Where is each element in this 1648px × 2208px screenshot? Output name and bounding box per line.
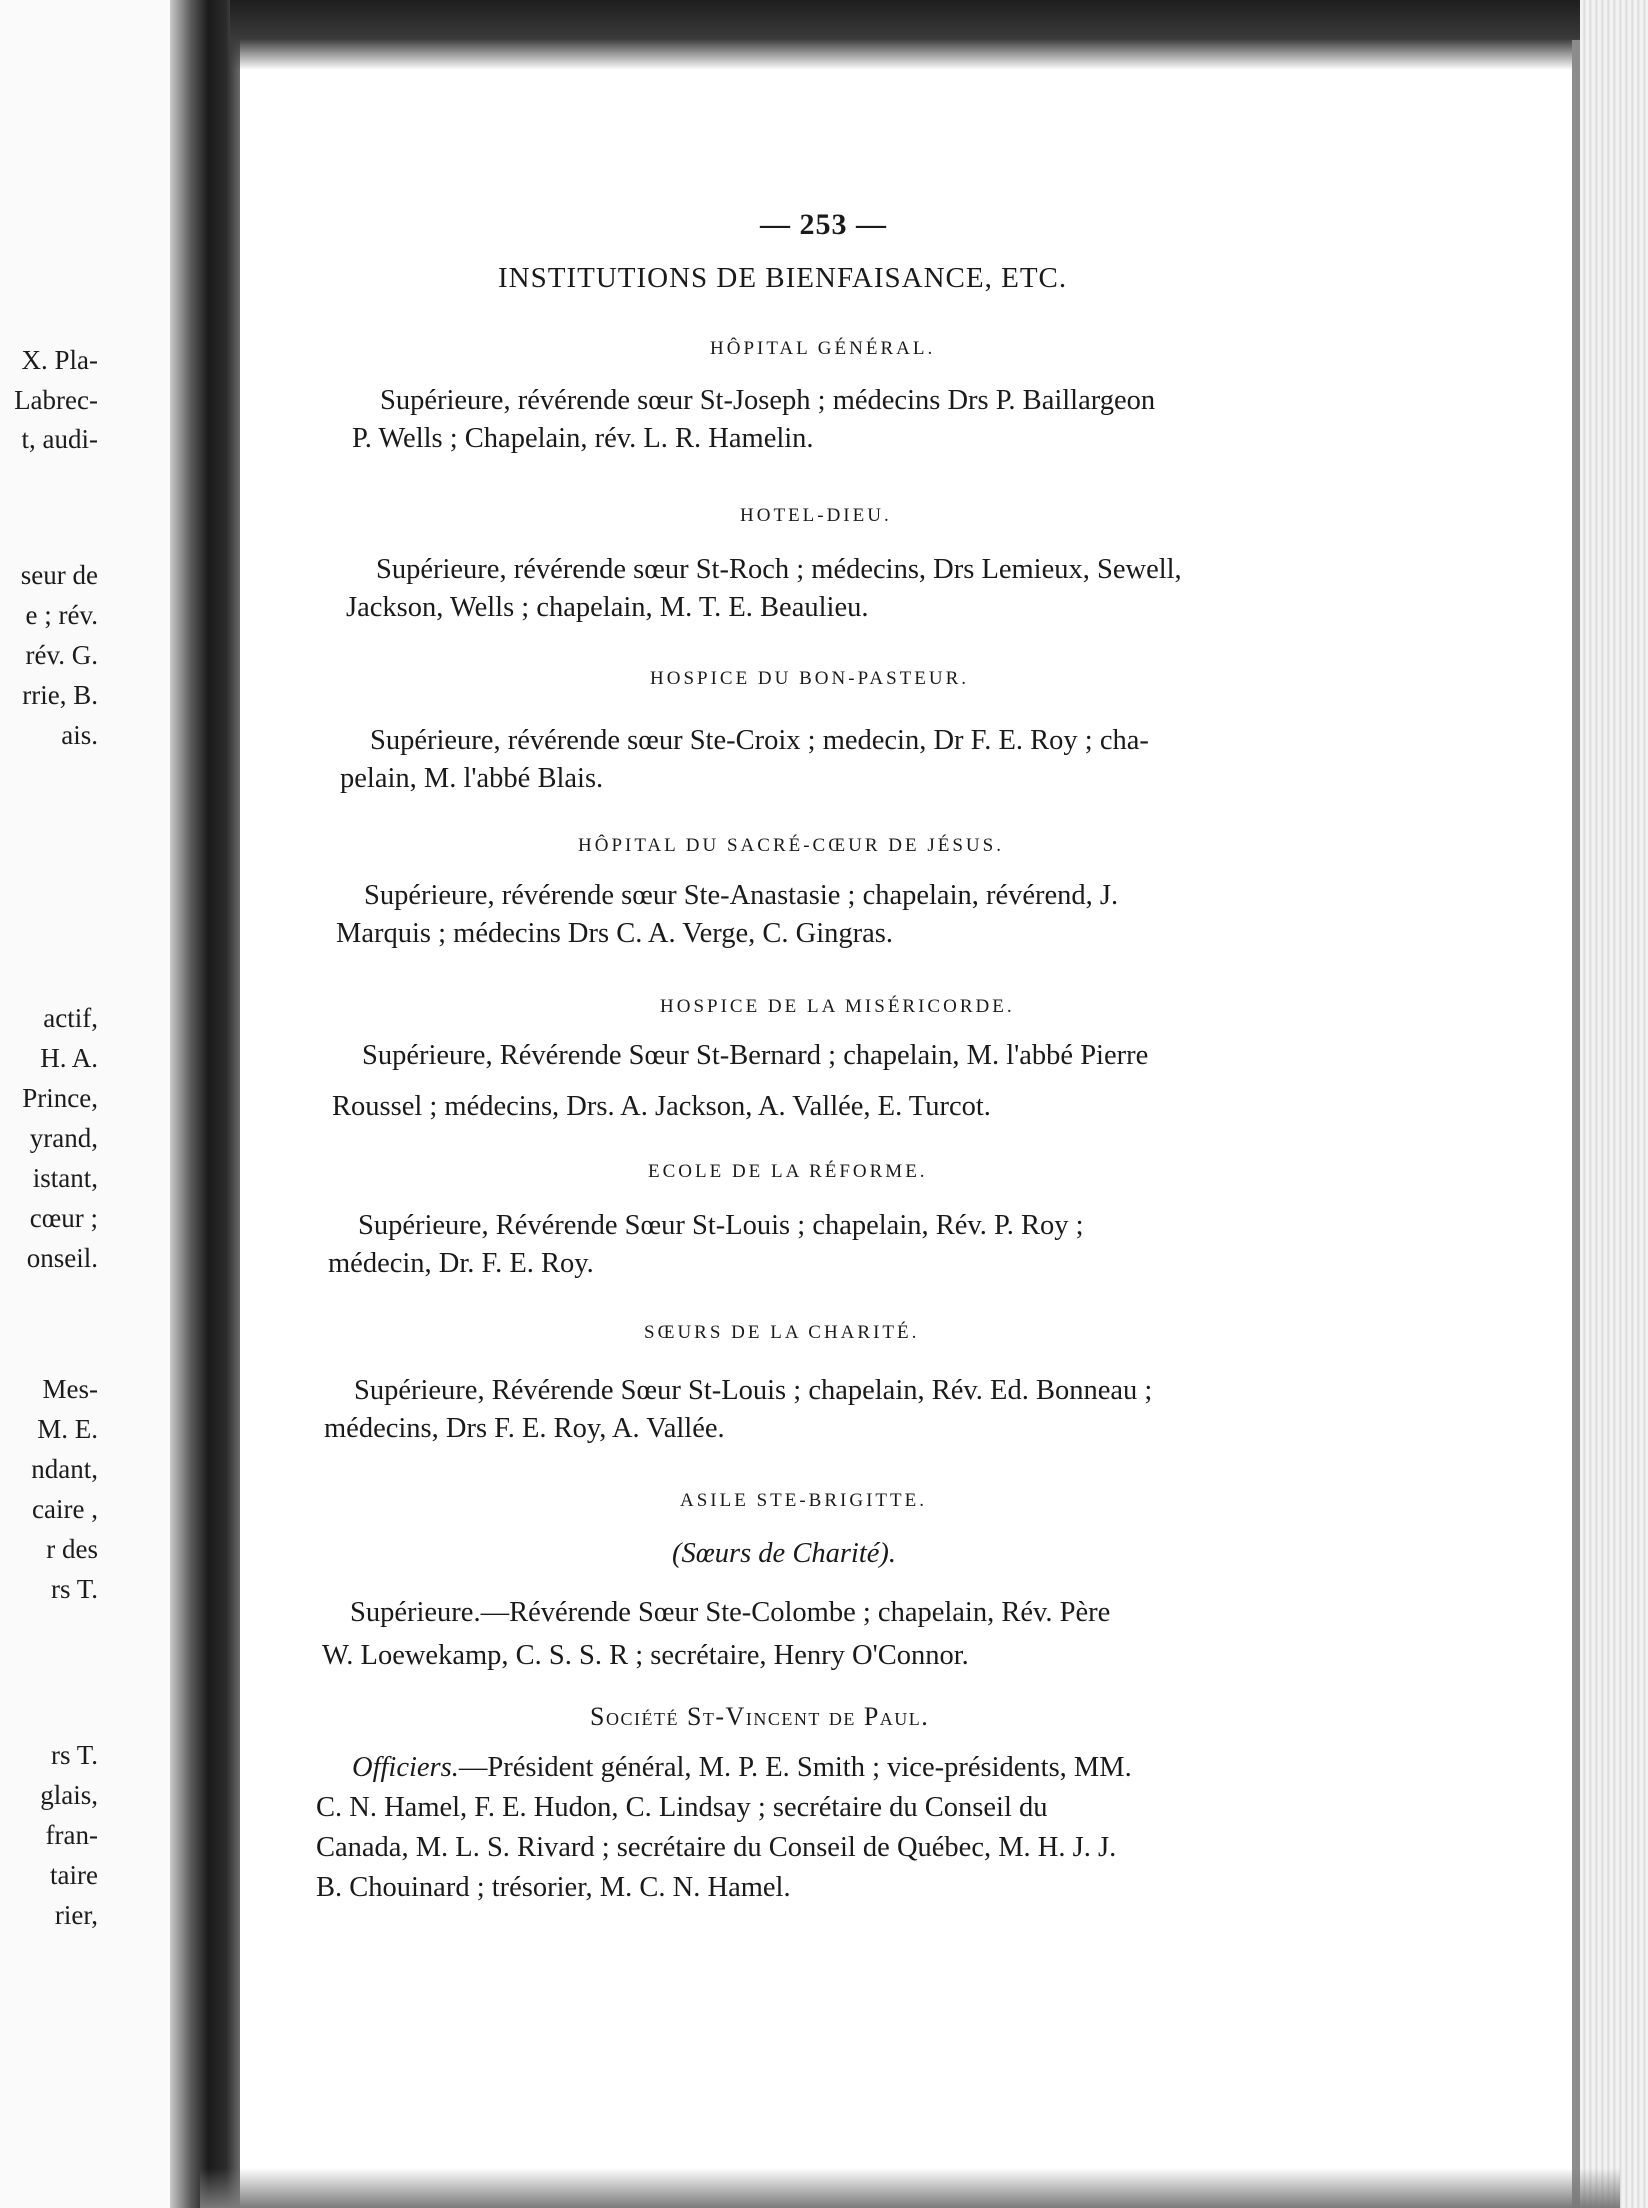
section-body-line: Supérieure, Révérende Sœur St-Louis ; chapelain, Rév. Ed. Bonneau ;	[354, 1375, 1153, 1406]
left-line: H. A.	[40, 1043, 98, 1073]
section-body-line	[352, 1752, 1132, 1784]
book-page	[240, 0, 1580, 2208]
left-line: caire ,	[32, 1494, 98, 1524]
section-body-line: Supérieure, révérende sœur St-Joseph ; médecins Drs P. Baillargeon	[380, 385, 1156, 416]
section-heading: SŒURS DE LA CHARITÉ.	[644, 1322, 920, 1343]
section-heading: HOSPICE DE LA MISÉRICORDE.	[660, 996, 1015, 1017]
left-line: rrie, B.	[22, 680, 98, 710]
left-line: Mes-	[42, 1374, 98, 1404]
left-line: cœur ;	[29, 1203, 98, 1233]
section-heading: ASILE STE-BRIGITTE.	[680, 1490, 927, 1511]
section-heading: ECOLE DE LA RÉFORME.	[648, 1161, 928, 1182]
section-body-line: Supérieure, Révérende Sœur St-Bernard ; chapelain, M. l'abbé Pierre	[362, 1040, 1149, 1071]
left-line: rév. G.	[25, 640, 98, 670]
officers-label: Officiers.	[352, 1752, 459, 1783]
left-line: ais.	[61, 720, 98, 750]
section-body-line: Supérieure, Révérende Sœur St-Louis ; chapelain, Rév. P. Roy ;	[358, 1210, 1084, 1241]
section-body-line: pelain, M. l'abbé Blais.	[340, 763, 604, 794]
left-line: glais,	[40, 1780, 98, 1810]
section-body-line: médecin, Dr. F. E. Roy.	[328, 1248, 594, 1279]
section-body-line: C. N. Hamel, F. E. Hudon, C. Lindsay ; secrétaire du Conseil du	[316, 1792, 1048, 1823]
left-line: istant,	[32, 1163, 98, 1193]
left-line: onseil.	[26, 1243, 98, 1273]
section-heading: HÔPITAL DU SACRÉ-CŒUR DE JÉSUS.	[578, 835, 1004, 856]
left-line: X. Pla-	[21, 345, 98, 375]
previous-page-fragment	[0, 0, 170, 2208]
section-body-line: Supérieure, révérende sœur St-Roch ; médecins, Drs Lemieux, Sewell,	[376, 554, 1182, 585]
stacked-page-edges	[1580, 0, 1648, 2208]
section-body-line: Jackson, Wells ; chapelain, M. T. E. Beaulieu.	[346, 592, 869, 623]
section-heading: HOTEL-DIEU.	[740, 505, 892, 526]
left-line: rs T.	[51, 1574, 98, 1604]
left-line: taire	[50, 1860, 98, 1890]
left-line: M. E.	[37, 1414, 98, 1444]
left-line: Labrec-	[14, 385, 98, 415]
left-line: rier,	[54, 1900, 98, 1930]
left-line: ndant,	[31, 1454, 98, 1484]
section-heading: HOSPICE DU BON-PASTEUR.	[650, 668, 970, 689]
section-body-line: médecins, Drs F. E. Roy, A. Vallée.	[324, 1413, 725, 1444]
section-body-line: Roussel ; médecins, Drs. A. Jackson, A. Vallée, E. Turcot.	[332, 1091, 991, 1122]
section-body-line: P. Wells ; Chapelain, rév. L. R. Hamelin.	[352, 423, 814, 454]
section-body-line: B. Chouinard ; trésorier, M. C. N. Hamel.	[316, 1872, 791, 1903]
page-number: — 253 —	[760, 208, 887, 241]
left-line: yrand,	[29, 1123, 98, 1153]
left-line: t, audi-	[21, 424, 98, 454]
section-body-line: W. Loewekamp, C. S. S. R ; secrétaire, Henry O'Connor.	[322, 1640, 969, 1671]
section-subheading: (Sœurs de Charité).	[672, 1538, 897, 1569]
section-heading: Société St-Vincent de Paul.	[590, 1702, 930, 1731]
section-body-line: Supérieure.—Révérende Sœur Ste-Colombe ; chapelain, Rév. Père	[350, 1597, 1111, 1628]
officers-text: —Président général, M. P. E. Smith ; vice-présidents, MM.	[458, 1752, 1132, 1783]
section-body-line: Marquis ; médecins Drs C. A. Verge, C. Gingras.	[336, 918, 894, 949]
section-body-line: Supérieure, révérende sœur Ste-Anastasie ; chapelain, révérend, J.	[364, 880, 1119, 911]
section-body-line: Canada, M. L. S. Rivard ; secrétaire du Conseil de Québec, M. H. J. J.	[316, 1832, 1117, 1863]
left-line: actif,	[43, 1003, 98, 1033]
book-gutter-shadow	[170, 0, 240, 2208]
page-title: INSTITUTIONS DE BIENFAISANCE, ETC.	[498, 262, 1068, 294]
left-line: seur de	[20, 560, 98, 590]
left-line: fran-	[45, 1820, 98, 1850]
left-line: r des	[46, 1534, 98, 1564]
section-body-line: Supérieure, révérende sœur Ste-Croix ; medecin, Dr F. E. Roy ; cha-	[370, 725, 1149, 756]
section-heading: HÔPITAL GÉNÉRAL.	[710, 338, 936, 359]
left-line: Prince,	[22, 1083, 98, 1113]
left-line: e ; rév.	[25, 600, 98, 630]
left-line: rs T.	[51, 1740, 98, 1770]
